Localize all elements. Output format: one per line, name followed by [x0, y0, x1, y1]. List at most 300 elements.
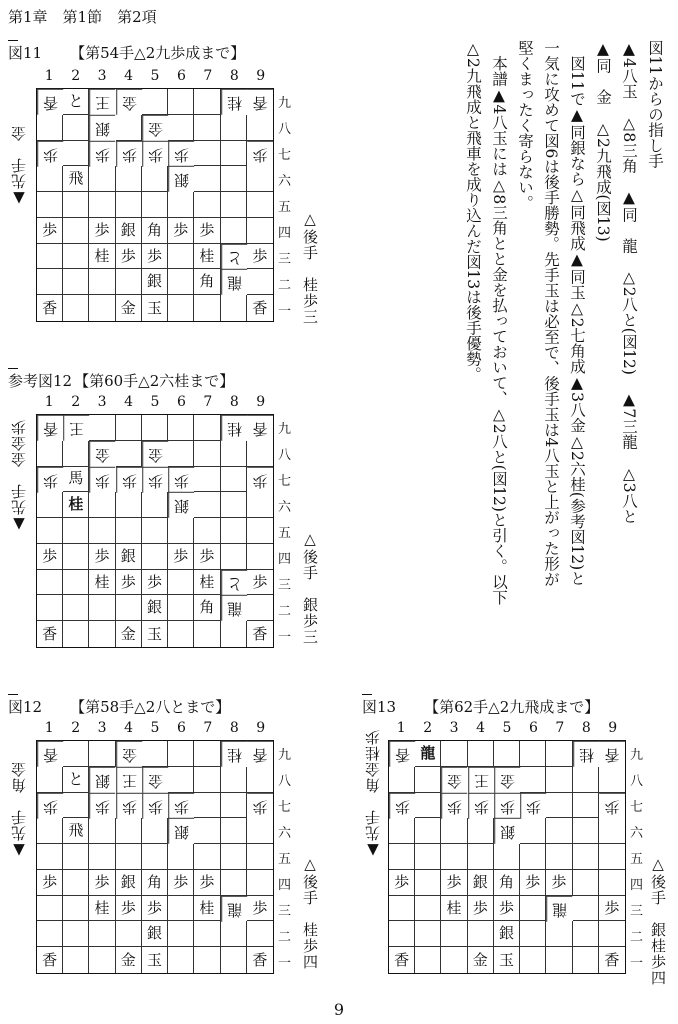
- board-square: [221, 141, 247, 167]
- shogi-piece: 歩: [142, 896, 168, 922]
- board-square: [441, 844, 467, 870]
- column-number: 9: [256, 720, 266, 736]
- commentary-text: [418, 40, 668, 680]
- shogi-piece: 歩: [37, 544, 63, 570]
- shogi-piece: 桂: [221, 415, 247, 441]
- board-square: [63, 141, 89, 167]
- board-square: [63, 595, 89, 621]
- board-square: [194, 818, 220, 844]
- row-number: 七: [278, 473, 292, 489]
- board-square: [37, 166, 63, 192]
- shogi-piece: 歩: [441, 793, 467, 819]
- board-square: [37, 818, 63, 844]
- board-square: [168, 269, 194, 295]
- column-number: 6: [176, 720, 186, 736]
- row-number: 五: [278, 851, 292, 867]
- board-square: [194, 921, 220, 947]
- shogi-piece: 香: [37, 947, 63, 973]
- diagram-title: [8, 696, 230, 717]
- row-numbers: [278, 88, 291, 322]
- board-square: [247, 818, 273, 844]
- column-number: 8: [229, 394, 239, 410]
- board-square: [63, 192, 89, 218]
- shogi-piece: 歩: [389, 870, 415, 896]
- board-square: [415, 947, 441, 973]
- shogi-piece: 歩: [168, 218, 194, 244]
- board-square: [221, 947, 247, 973]
- board-square: [247, 441, 273, 467]
- board-square: [389, 818, 415, 844]
- shogi-piece: 桂: [89, 244, 115, 270]
- diagram-label: 図12: [8, 698, 43, 716]
- board-square: [546, 741, 572, 767]
- row-number: 一: [278, 955, 292, 971]
- shogi-piece: 歩: [37, 141, 63, 167]
- shogi-piece: 銀: [142, 921, 168, 947]
- shogi-piece: 桂: [573, 741, 599, 767]
- shogi-piece: 歩: [247, 244, 273, 270]
- column-number: 8: [229, 720, 239, 736]
- row-number: 九: [630, 747, 644, 763]
- shogi-board: [388, 740, 626, 974]
- shogi-piece: 香: [389, 741, 415, 767]
- board-square: [247, 192, 273, 218]
- shogi-piece: 歩: [89, 870, 115, 896]
- text-line-2: ▲4八玉 △8三角 ▲同 龍 △2八と(図12) ▲7三龍 △3八と: [620, 40, 638, 524]
- shogi-piece: と: [221, 570, 247, 596]
- shogi-piece: 歩: [494, 793, 520, 819]
- sente-hand: [8, 414, 29, 534]
- row-number: 二: [278, 603, 292, 619]
- shogi-piece: 銀: [468, 870, 494, 896]
- shogi-piece: 王: [89, 89, 115, 115]
- board-square: [247, 767, 273, 793]
- shogi-piece: 龍: [415, 741, 441, 767]
- board-square: [573, 896, 599, 922]
- column-number: 3: [97, 720, 107, 736]
- shogi-piece: 歩: [168, 793, 194, 819]
- shogi-piece: 歩: [599, 793, 625, 819]
- shogi-piece: 香: [37, 415, 63, 441]
- shogi-piece: 桂: [89, 896, 115, 922]
- board-square: [89, 166, 115, 192]
- board-square: [168, 518, 194, 544]
- shogi-piece: 香: [252, 298, 268, 317]
- board-square: [221, 793, 247, 819]
- shogi-piece: 香: [252, 950, 268, 969]
- shogi-piece: 歩: [37, 467, 63, 493]
- board-square: [573, 947, 599, 973]
- column-number: 7: [203, 394, 213, 410]
- shogi-piece: 歩: [194, 544, 220, 570]
- shogi-piece: 歩: [441, 870, 467, 896]
- sente-hand: [362, 729, 383, 860]
- board-square: [599, 767, 625, 793]
- shogi-piece: 歩: [116, 896, 142, 922]
- board-square: [221, 492, 247, 518]
- column-number: 5: [150, 68, 160, 84]
- board-square: [520, 921, 546, 947]
- column-number: 2: [423, 720, 433, 736]
- shogi-piece: 歩: [142, 570, 168, 596]
- diagram-move-caption: 【第58手△2八とまで】: [70, 698, 231, 716]
- column-number: 2: [71, 720, 81, 736]
- gote-hand: △後手 銀桂歩四: [649, 855, 667, 986]
- row-number: 六: [630, 825, 644, 841]
- shogi-piece: 金: [468, 947, 494, 973]
- label-tick: [8, 368, 18, 369]
- board-square: [63, 741, 89, 767]
- shogi-piece: 銀: [168, 166, 194, 192]
- shogi-piece: 歩: [142, 467, 168, 493]
- shogi-piece: 歩: [89, 544, 115, 570]
- shogi-piece: 銀: [116, 218, 142, 244]
- board-square: [389, 921, 415, 947]
- diagram-label: 図11: [8, 44, 43, 62]
- row-number: 六: [278, 825, 292, 841]
- shogi-piece: 香: [37, 741, 63, 767]
- board-square: [573, 818, 599, 844]
- board-square: [63, 921, 89, 947]
- board-square: [37, 269, 63, 295]
- board-square: [37, 492, 63, 518]
- board-square: [194, 947, 220, 973]
- board-square: [573, 921, 599, 947]
- shogi-piece: 歩: [168, 467, 194, 493]
- sente-hand-text: 先手 角金桂歩: [364, 729, 382, 841]
- shogi-piece: 銀: [168, 492, 194, 518]
- text-line-5: 一気に攻めて図6は後手勝勢。先手玉は必至で、後手玉は4八玉と上がった形が: [542, 40, 560, 587]
- column-number: 2: [71, 394, 81, 410]
- shogi-piece: 香: [247, 741, 273, 767]
- board-square: [116, 818, 142, 844]
- board-square: [168, 244, 194, 270]
- board-square: [168, 192, 194, 218]
- board-square: [546, 844, 572, 870]
- board-square: [415, 896, 441, 922]
- shogi-piece: 玉: [142, 621, 168, 647]
- shogi-piece: 金: [116, 947, 142, 973]
- board-square: [37, 595, 63, 621]
- board-square: [37, 844, 63, 870]
- board-square: [221, 441, 247, 467]
- board-square: [194, 741, 220, 767]
- row-number: 一: [630, 955, 644, 971]
- board-square: [221, 844, 247, 870]
- row-numbers: [278, 740, 291, 974]
- shogi-piece: 歩: [37, 870, 63, 896]
- board-square: [221, 621, 247, 647]
- board-square: [37, 921, 63, 947]
- shogi-piece: 歩: [247, 896, 273, 922]
- shogi-piece: 龍: [221, 896, 247, 922]
- board-square: [168, 896, 194, 922]
- board-square: [116, 415, 142, 441]
- board-square: [168, 844, 194, 870]
- shogi-piece: 歩: [116, 141, 142, 167]
- board-square: [63, 621, 89, 647]
- board-square: [116, 166, 142, 192]
- shogi-piece: 歩: [142, 244, 168, 270]
- column-number: 1: [44, 394, 54, 410]
- board-square: [546, 947, 572, 973]
- board-square: [116, 115, 142, 141]
- board-square: [494, 844, 520, 870]
- board-square: [63, 441, 89, 467]
- column-number: 4: [124, 720, 133, 736]
- board-square: [441, 818, 467, 844]
- shogi-piece: 桂: [441, 896, 467, 922]
- shogi-piece: 歩: [599, 896, 625, 922]
- board-square: [441, 947, 467, 973]
- board-square: [441, 741, 467, 767]
- row-number: 八: [630, 773, 644, 789]
- row-number: 九: [278, 421, 292, 437]
- shogi-piece: 香: [247, 415, 273, 441]
- column-number: 4: [476, 720, 485, 736]
- shogi-piece: 王: [63, 415, 89, 441]
- board-square: [599, 844, 625, 870]
- board-square: [142, 415, 168, 441]
- diagram-move-caption: 【第60手△2六桂まで】: [74, 372, 235, 390]
- shogi-piece: 龍: [546, 896, 572, 922]
- shogi-piece: 金: [142, 767, 168, 793]
- board-square: [415, 844, 441, 870]
- gote-hand: △後手 桂歩三: [301, 210, 319, 325]
- board-square: [221, 870, 247, 896]
- board-square: [116, 441, 142, 467]
- column-number: 5: [150, 720, 160, 736]
- gote-hand: △後手 桂歩四: [301, 855, 319, 970]
- shogi-piece: 歩: [168, 544, 194, 570]
- shogi-piece: 香: [604, 950, 620, 969]
- row-number: 七: [278, 147, 292, 163]
- board-square: [247, 870, 273, 896]
- board-square: [247, 492, 273, 518]
- board-square: [221, 192, 247, 218]
- board-square: [37, 518, 63, 544]
- board-square: [89, 269, 115, 295]
- shogi-piece: 歩: [247, 570, 273, 596]
- board-square: [63, 544, 89, 570]
- shogi-piece: 角: [194, 595, 220, 621]
- board-square: [389, 767, 415, 793]
- shogi-piece: 金: [494, 767, 520, 793]
- shogi-piece: 龍: [221, 595, 247, 621]
- shogi-piece: 歩: [520, 793, 546, 819]
- board-square: [194, 441, 220, 467]
- shogi-piece: 銀: [494, 818, 520, 844]
- column-number: 3: [97, 394, 107, 410]
- board-square: [116, 595, 142, 621]
- board-square: [194, 621, 220, 647]
- board-square: [599, 870, 625, 896]
- column-number: 1: [44, 720, 54, 736]
- shogi-piece: 桂: [194, 244, 220, 270]
- board-square: [194, 415, 220, 441]
- board-square: [168, 741, 194, 767]
- diagram-title: [362, 696, 599, 717]
- column-number: 7: [203, 68, 213, 84]
- board-square: [168, 947, 194, 973]
- shogi-piece: 歩: [37, 793, 63, 819]
- shogi-piece: 歩: [494, 896, 520, 922]
- board-square: [142, 544, 168, 570]
- shogi-piece: 歩: [89, 793, 115, 819]
- board-square: [142, 818, 168, 844]
- board-square: [116, 192, 142, 218]
- row-number: 一: [278, 629, 292, 645]
- board-square: [63, 793, 89, 819]
- sente-hand: [8, 88, 29, 208]
- board-square: [194, 166, 220, 192]
- chapter-header: 第1章 第1節 第2項: [8, 8, 157, 26]
- shogi-piece: 金: [89, 441, 115, 467]
- board-square: [194, 295, 220, 321]
- shogi-piece: 歩: [168, 141, 194, 167]
- board-square: [89, 492, 115, 518]
- board-square: [194, 767, 220, 793]
- shogi-piece: 歩: [142, 793, 168, 819]
- board-square: [389, 844, 415, 870]
- shogi-board: [36, 740, 274, 974]
- shogi-piece: 歩: [37, 218, 63, 244]
- board-square: [194, 793, 220, 819]
- column-number: 9: [256, 68, 266, 84]
- board-square: [116, 844, 142, 870]
- board-square: [168, 89, 194, 115]
- row-number: 四: [278, 225, 292, 241]
- board-square: [37, 570, 63, 596]
- sente-marker-icon: ▲: [10, 189, 28, 208]
- shogi-piece: 桂: [194, 896, 220, 922]
- board-square: [89, 741, 115, 767]
- board-square: [194, 141, 220, 167]
- board-square: [441, 921, 467, 947]
- shogi-piece: 銀: [494, 921, 520, 947]
- shogi-piece: 角: [494, 870, 520, 896]
- shogi-piece: 歩: [116, 244, 142, 270]
- board-square: [247, 115, 273, 141]
- board-square: [63, 896, 89, 922]
- row-numbers: [630, 740, 643, 974]
- board-square: [116, 921, 142, 947]
- board-square: [168, 441, 194, 467]
- board-square: [221, 818, 247, 844]
- board-square: [415, 921, 441, 947]
- column-number: 1: [396, 720, 406, 736]
- shogi-piece: 歩: [520, 870, 546, 896]
- shogi-piece: 歩: [116, 793, 142, 819]
- text-line-8: △2九飛成と飛車を成り込んだ図13は後手優勢。: [464, 40, 482, 383]
- column-number: 2: [71, 68, 81, 84]
- shogi-piece: 飛: [63, 166, 89, 192]
- board-square: [520, 818, 546, 844]
- board-square: [546, 921, 572, 947]
- row-number: 三: [278, 577, 292, 593]
- shogi-board: [36, 414, 274, 648]
- column-number: 7: [555, 720, 565, 736]
- board-square: [142, 89, 168, 115]
- board-square: [599, 921, 625, 947]
- row-number: 三: [278, 903, 292, 919]
- board-square: [37, 244, 63, 270]
- board-square: [221, 115, 247, 141]
- row-number: 九: [278, 747, 292, 763]
- board-square: [37, 896, 63, 922]
- board-square: [194, 192, 220, 218]
- shogi-piece: 金: [142, 441, 168, 467]
- text-line-7: 本譜▲4八玉には△8三角とと金を払っておいて、△2八と(図12)と引く。以下: [490, 40, 508, 605]
- shogi-piece: と: [63, 89, 89, 115]
- board-square: [468, 921, 494, 947]
- text-line-1: 図11からの指し手: [646, 40, 664, 169]
- sente-hand-text: 先手 角金: [10, 761, 28, 841]
- board-square: [142, 166, 168, 192]
- row-number: 二: [630, 929, 644, 945]
- shogi-piece: 飛: [63, 818, 89, 844]
- board-square: [63, 244, 89, 270]
- shogi-piece: 歩: [468, 896, 494, 922]
- board-square: [89, 192, 115, 218]
- board-square: [89, 621, 115, 647]
- board-square: [168, 115, 194, 141]
- board-square: [415, 767, 441, 793]
- column-number: 1: [44, 68, 54, 84]
- shogi-piece: 玉: [494, 947, 520, 973]
- shogi-piece: 銀: [89, 115, 115, 141]
- sente-hand-text: 先手 金金歩: [10, 419, 28, 515]
- row-number: 二: [278, 929, 292, 945]
- board-square: [63, 570, 89, 596]
- board-square: [599, 818, 625, 844]
- sente-marker-icon: ▲: [364, 841, 382, 860]
- board-square: [247, 544, 273, 570]
- board-square: [468, 741, 494, 767]
- text-line-6: 堅くまったく寄らない。: [516, 40, 534, 211]
- shogi-piece: 金: [441, 767, 467, 793]
- row-number: 四: [278, 877, 292, 893]
- shogi-piece: 歩: [89, 218, 115, 244]
- shogi-piece: 金: [116, 89, 142, 115]
- board-square: [494, 741, 520, 767]
- board-square: [89, 921, 115, 947]
- row-number: 二: [278, 277, 292, 293]
- shogi-piece: 銀: [142, 269, 168, 295]
- shogi-piece: 王: [116, 767, 142, 793]
- sente-hand: [8, 740, 29, 860]
- board-square: [546, 793, 572, 819]
- row-number: 四: [278, 551, 292, 567]
- shogi-piece: 金: [116, 621, 142, 647]
- shogi-piece: 角: [194, 269, 220, 295]
- column-number: 4: [124, 394, 133, 410]
- shogi-piece: 桂: [194, 570, 220, 596]
- column-number: 8: [581, 720, 591, 736]
- column-numbers: [36, 720, 274, 736]
- board-square: [221, 467, 247, 493]
- label-tick: [8, 40, 18, 41]
- board-square: [546, 767, 572, 793]
- board-square: [247, 218, 273, 244]
- board-square: [194, 518, 220, 544]
- diagram-label: 図13: [362, 698, 397, 716]
- board-square: [221, 767, 247, 793]
- row-number: 三: [630, 903, 644, 919]
- shogi-piece: 歩: [247, 141, 273, 167]
- shogi-piece: 金: [116, 741, 142, 767]
- board-square: [247, 166, 273, 192]
